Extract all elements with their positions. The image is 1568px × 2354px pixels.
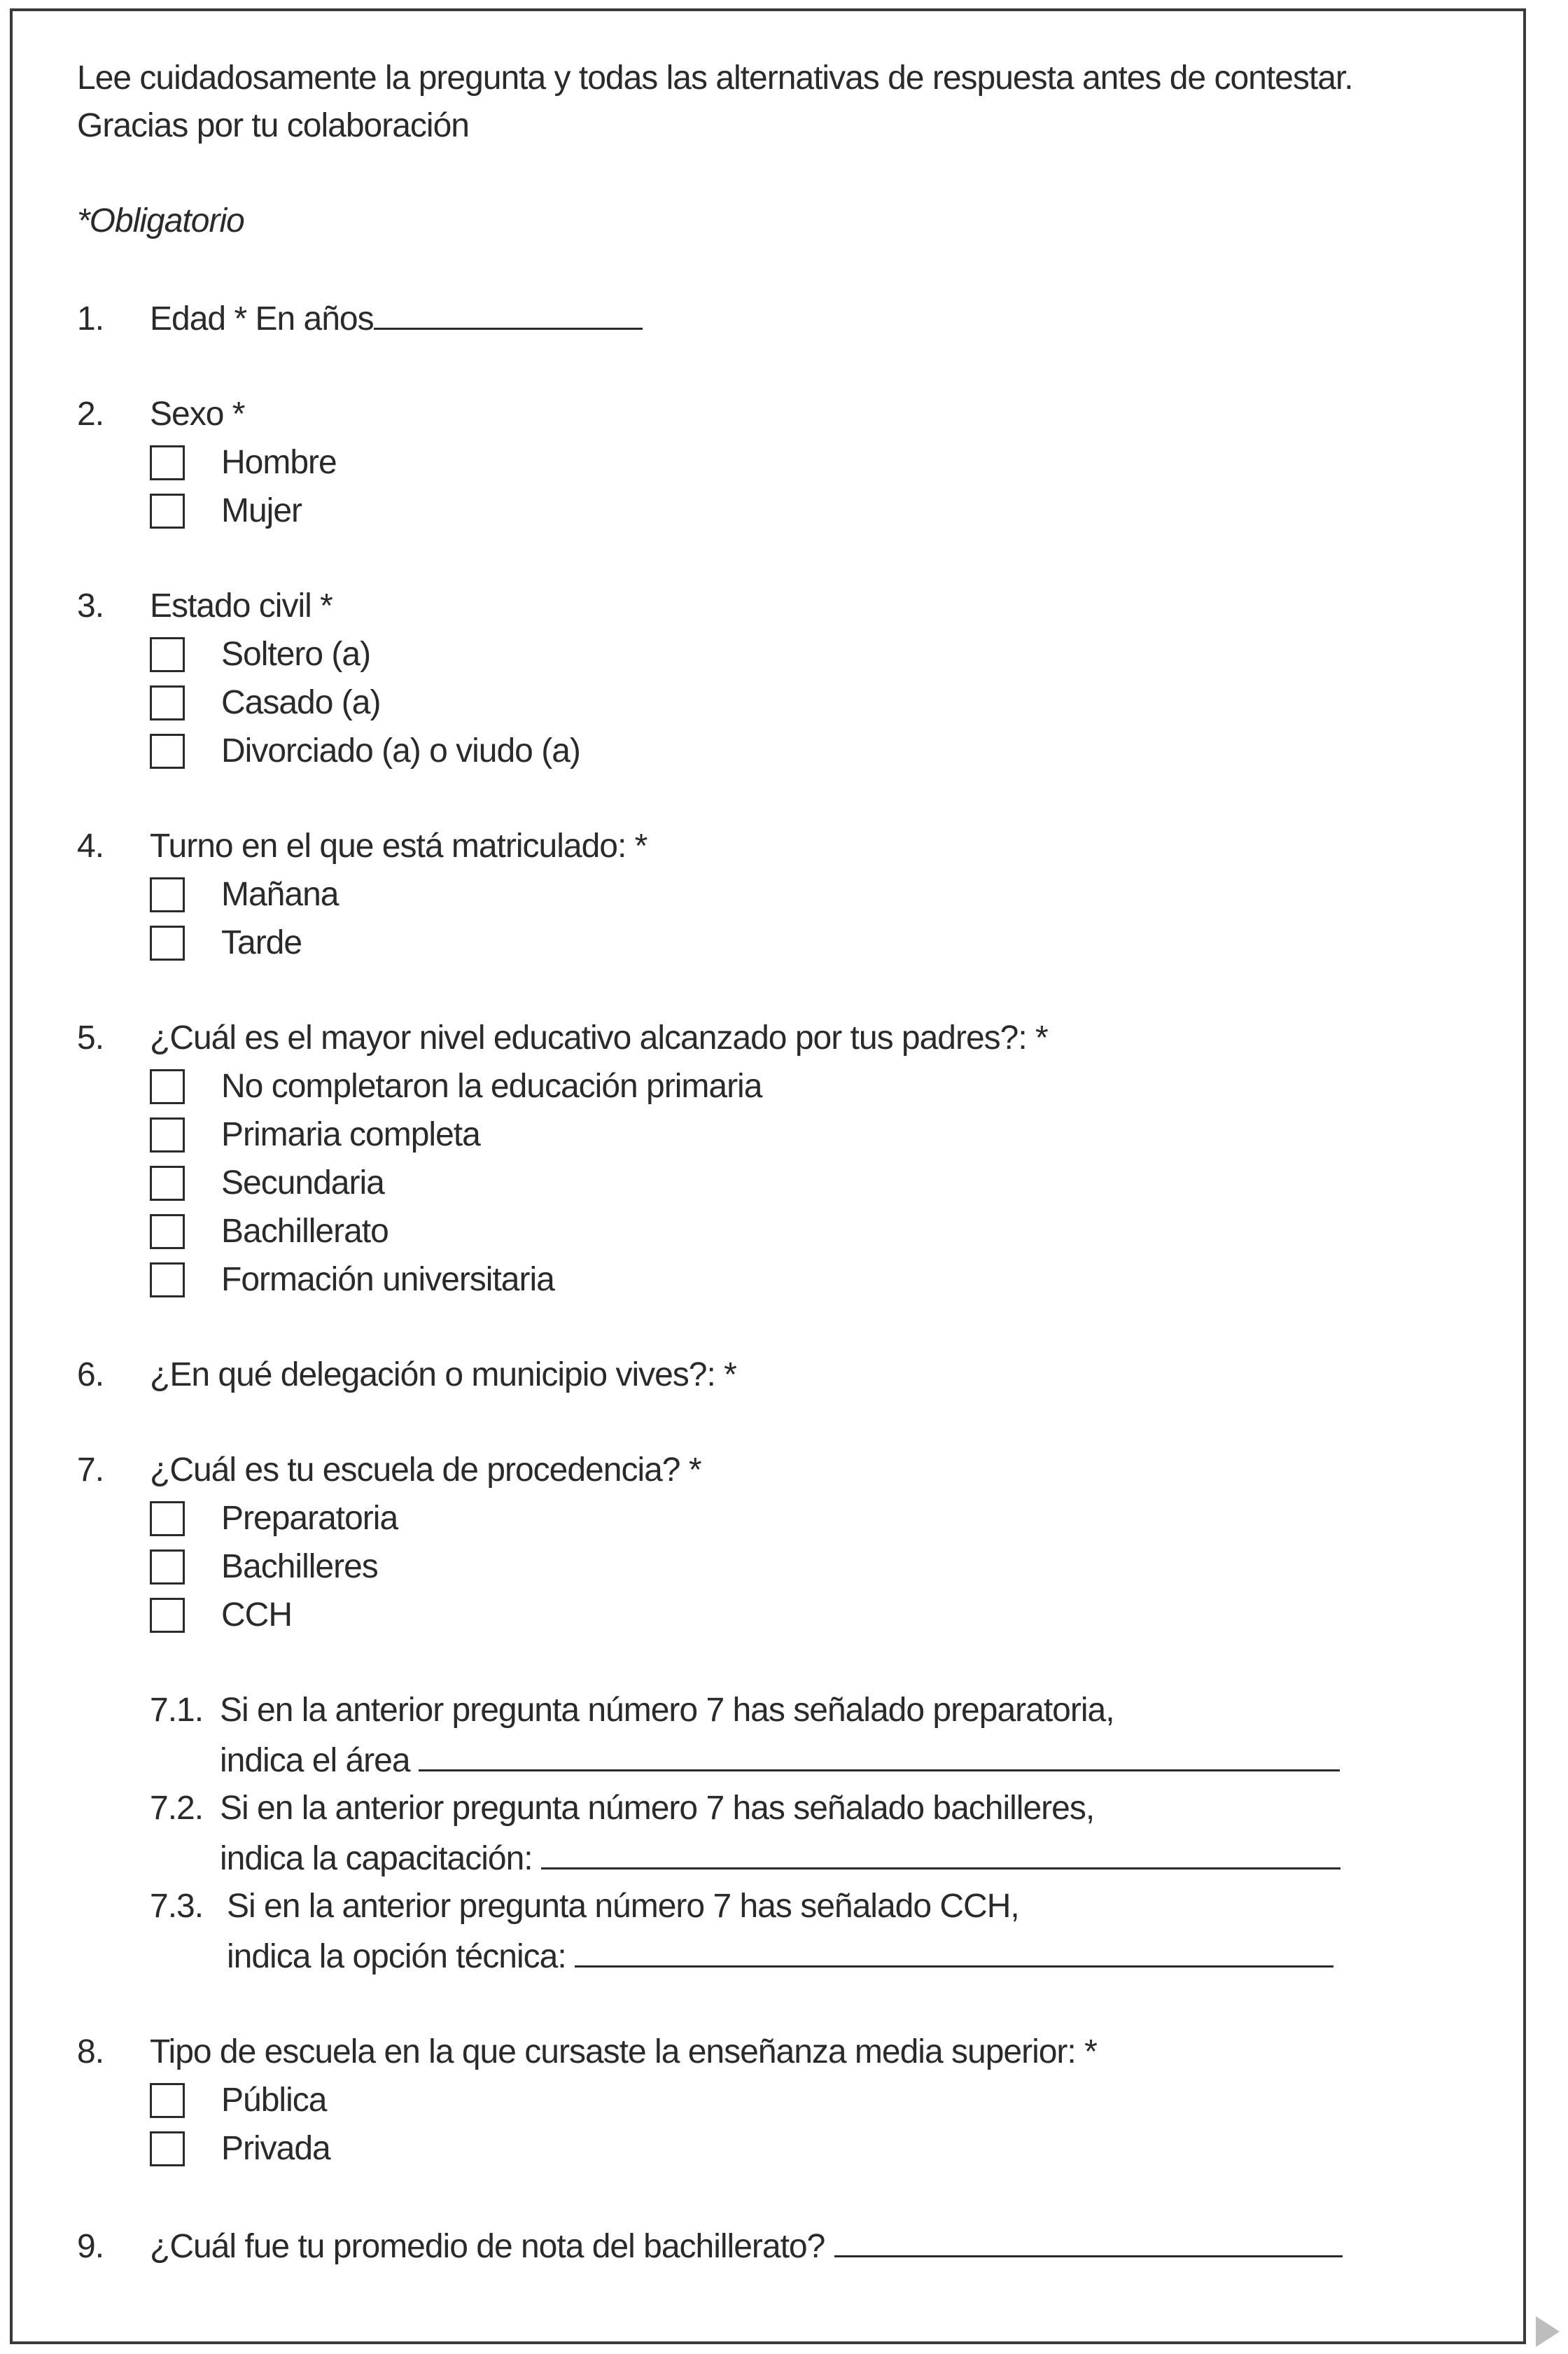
- option-label: No completaron la educación primaria: [221, 1067, 762, 1105]
- question-text: Estado civil *: [150, 587, 332, 625]
- subquestion-7-3: [150, 1883, 1470, 1981]
- question-number: 2.: [77, 396, 104, 433]
- question-text: Turno en el que está matriculado: *: [150, 828, 648, 865]
- question-text: ¿Cuál fue tu promedio de nota del bachillerato?: [150, 2228, 825, 2265]
- intro-text: Lee cuidadosamente la pregunta y todas las alternativas de respuesta antes de contestar. Gracias por tu colaboración: [77, 60, 1353, 144]
- question-text: ¿En qué delegación o municipio vives?: *: [150, 1356, 736, 1393]
- survey-form: [77, 55, 1470, 2318]
- question-text: ¿Cuál es tu escuela de procedencia? *: [150, 1451, 701, 1489]
- question-text: ¿Cuál es el mayor nivel educativo alcanzado por tus padres?: *: [150, 1019, 1048, 1057]
- question-number: 5.: [77, 1019, 104, 1057]
- option-label: Pública: [221, 2081, 327, 2119]
- option-label: CCH: [221, 1596, 292, 1634]
- subquestion-prompt: indica la capacitación:: [220, 1840, 533, 1877]
- subquestion-prompt: indica la opción técnica:: [227, 1938, 566, 1975]
- checkbox[interactable]: [150, 1117, 185, 1152]
- checkbox[interactable]: [150, 1214, 185, 1249]
- option-label: Divorciado (a) o viudo (a): [221, 732, 580, 769]
- question-text: Tipo de escuela en la que cursaste la enseñanza media superior: *: [150, 2033, 1097, 2070]
- option-hombre: [77, 438, 1470, 487]
- subquestion-7-2: [150, 1785, 1470, 1883]
- option-privada: [77, 2124, 1470, 2173]
- option-label: Bachillerato: [221, 1212, 388, 1250]
- option-label: Tarde: [221, 924, 302, 961]
- question-number: 1.: [77, 300, 104, 337]
- subquestion-number: 7.3.: [150, 1888, 204, 1925]
- option-bachillerato: [77, 1207, 1470, 1255]
- question-number: 4.: [77, 828, 104, 865]
- option-label: Hombre: [221, 443, 337, 481]
- option-publica: [77, 2076, 1470, 2124]
- option-preparatoria: [77, 1494, 1470, 1542]
- option-sin-primaria: [77, 1062, 1470, 1110]
- subquestion-number: 7.2.: [150, 1790, 204, 1827]
- area-field[interactable]: [419, 1734, 1340, 1771]
- subquestion-text: Si en la anterior pregunta número 7 has señalado CCH,: [227, 1888, 1019, 1925]
- checkbox[interactable]: [150, 494, 185, 529]
- question-text: Edad * En años: [150, 300, 374, 337]
- question-number: 3.: [77, 587, 104, 625]
- checkbox[interactable]: [150, 2131, 185, 2166]
- opcion-tecnica-field[interactable]: [575, 1930, 1334, 1968]
- subquestion-7-1: [150, 1687, 1470, 1785]
- option-divorciado: [77, 727, 1470, 775]
- question-2: [77, 391, 1470, 535]
- checkbox[interactable]: [150, 1549, 185, 1585]
- option-bachilleres: [77, 1542, 1470, 1591]
- checkbox[interactable]: [150, 1598, 185, 1633]
- question-6: [77, 1351, 1470, 1399]
- question-7-subquestions: [150, 1687, 1470, 1981]
- option-casado: [77, 678, 1470, 727]
- checkbox[interactable]: [150, 1069, 185, 1104]
- option-label: Preparatoria: [221, 1499, 398, 1537]
- option-secundaria: [77, 1159, 1470, 1207]
- checkbox[interactable]: [150, 445, 185, 480]
- question-3: [77, 583, 1470, 775]
- question-number: 9.: [77, 2228, 104, 2265]
- subquestion-prompt: indica el área: [220, 1742, 410, 1779]
- option-tarde: [77, 919, 1470, 967]
- checkbox[interactable]: [150, 926, 185, 961]
- option-mujer: [77, 487, 1470, 535]
- checkbox[interactable]: [150, 734, 185, 769]
- option-label: Formación universitaria: [221, 1260, 554, 1298]
- subquestion-number: 7.1.: [150, 1692, 204, 1729]
- option-primaria: [77, 1110, 1470, 1159]
- checkbox[interactable]: [150, 1501, 185, 1536]
- option-label: Mañana: [221, 875, 339, 913]
- option-label: Soltero (a): [221, 635, 371, 673]
- subquestion-text: Si en la anterior pregunta número 7 has señalado preparatoria,: [220, 1692, 1114, 1729]
- question-9: [77, 2220, 1470, 2271]
- option-label: Primaria completa: [221, 1115, 480, 1153]
- question-number: 8.: [77, 2033, 104, 2070]
- promedio-field[interactable]: [834, 2220, 1343, 2257]
- checkbox[interactable]: [150, 2083, 185, 2118]
- required-note: *Obligatorio: [77, 202, 244, 239]
- question-8: [77, 2028, 1470, 2173]
- checkbox[interactable]: [150, 685, 185, 720]
- subquestion-text: Si en la anterior pregunta número 7 has señalado bachilleres,: [220, 1790, 1095, 1827]
- option-soltero: [77, 630, 1470, 678]
- question-5: [77, 1015, 1470, 1304]
- age-field[interactable]: [374, 293, 643, 330]
- question-1: [77, 293, 1470, 343]
- question-number: 6.: [77, 1356, 104, 1393]
- question-number: 7.: [77, 1451, 104, 1489]
- next-page-arrow-icon[interactable]: [1536, 2316, 1560, 2347]
- option-cch: [77, 1591, 1470, 1639]
- option-universitaria: [77, 1255, 1470, 1304]
- checkbox[interactable]: [150, 877, 185, 912]
- option-label: Privada: [221, 2129, 330, 2167]
- checkbox[interactable]: [150, 1166, 185, 1201]
- option-manana: [77, 870, 1470, 919]
- question-7: [77, 1447, 1470, 1639]
- option-label: Mujer: [221, 492, 302, 529]
- checkbox[interactable]: [150, 1262, 185, 1297]
- option-label: Secundaria: [221, 1164, 384, 1202]
- capacitacion-field[interactable]: [541, 1832, 1340, 1869]
- option-label: Bachilleres: [221, 1547, 378, 1585]
- checkbox[interactable]: [150, 637, 185, 672]
- question-text: Sexo *: [150, 396, 245, 433]
- question-4: [77, 823, 1470, 967]
- option-label: Casado (a): [221, 683, 381, 721]
